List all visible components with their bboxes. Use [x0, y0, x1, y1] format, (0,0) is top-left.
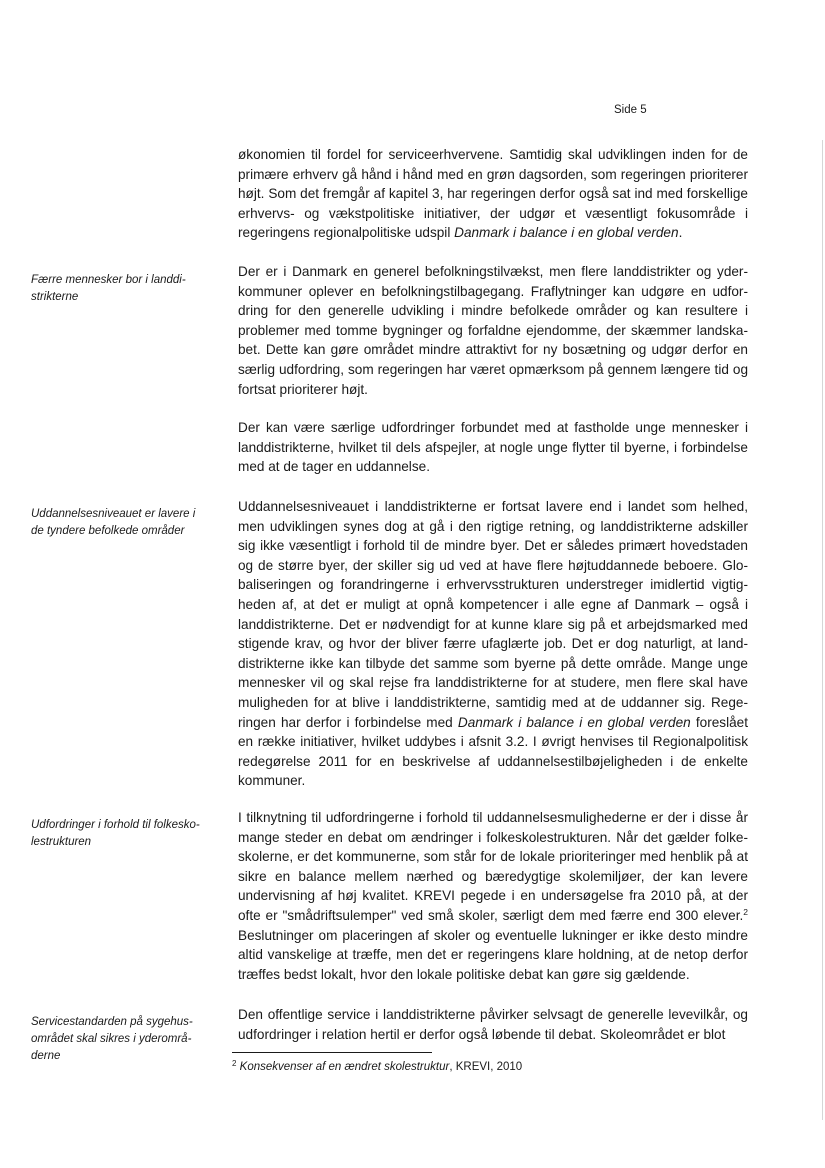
paragraph-public-service-text: Den offentlige service i landdistrikterne påvirker selvsagt de generelle levevilkår, og udfordringer i relation hertil er derfor også løbende til debat. Skoleområdet er blot — [238, 1007, 748, 1042]
publication-title: Danmark i balance i en global verden — [457, 714, 691, 730]
footnote — [232, 1061, 522, 1073]
paragraph-end: . — [678, 225, 683, 241]
paragraph-youth — [238, 418, 748, 477]
paragraph-public-service — [238, 1005, 748, 1044]
scan-edge — [822, 140, 823, 1120]
paragraph-school-structure — [238, 808, 748, 984]
paragraph-school-end: Beslutninger om placeringen af skoler og eventuelle lukninger er ikke desto mindre altid vanskelige at træffe, men det er regeringens klare holdning, at de netop derfor træffes bedst lokalt, hvor den lokale politiske debat kan gøre sig gældende. — [238, 927, 748, 982]
paragraph-youth-text: Der kan være særlige udfordringer forbundet med at fastholde unge mennesker i landdistrikterne, hvilket til dels afspejler, at nogle unge flytter til byerne, i forbindelse med at de tager en uddannelse. — [238, 420, 748, 475]
footnote-divider — [232, 1052, 432, 1053]
paragraph-economy — [238, 145, 748, 243]
paragraph-economy-text: økonomien til fordel for serviceerhvervene. Samtidig skal udviklingen inden for de primære erhverv gå hånd i hånd med en grøn dagsorden, som regeringen prioriterer højt. Som det fremgår af kapitel 3, har regeringen derfor også sat ind med forskellige erhvervs- og vækstpolitiske initiativer, der udgør et væsentligt fokusområde i regeringens regionalpolitiske udspil — [238, 147, 748, 241]
footnote-title: Konsekvenser af en ændret skolestruktur — [239, 1061, 450, 1073]
footnote-number: 2 — [232, 1059, 237, 1068]
paragraph-education — [238, 497, 748, 791]
margin-note-school-structure: Udfordringer i forhold til folkesko- lestrukturen — [31, 819, 200, 848]
paragraph-population — [238, 262, 748, 399]
paragraph-school-text: I tilknytning til udfordringerne i forhold til uddannelsesmulighederne er der i disse år mange steder en debat om ændringer i folkeskolestrukturen. Når det gælder folkeskolerne, er det kommunerne, som står for de lokale prioriteringer med henblik på at sikre en balance mellem nærhed og bæredygtige skolemiljøer, der kan levere undervisning af høj kvalitet. KREVI pegede i en undersøgelse fra 2010 på, at der ofte er "smådriftsulemper" ved små skoler, særligt dem med færre end 300 elever. — [238, 810, 748, 923]
paragraph-education-end: foreslået en række initiativer, hvilket uddybes i afsnit 3.2. I øvrigt henvises til Regionalpolitisk redegørelse 2011 for en beskrivelse af uddannelsestilbøjeligheden i de enkelte kommuner. — [238, 714, 749, 789]
paragraph-population-text: Der er i Danmark en generel befolkningstilvækst, men flere landdistrikter og yderkommuner oplever en befolkningstilbagegang. Fraflytninger kan udgøre en udfordring for den generelle udvikling i mindre befolkede områder og kan resultere i problemer med tomme bygninger og forfaldne ejendomme, der skæmmer landskabet. Dette kan gøre området mindre attraktivt for ny bosætning og udgør derfor en særlig udfordring, som regeringen har været opmærksom på gennem længere tid og fortsat prioriterer højt. — [238, 264, 748, 397]
margin-note-depopulation: Færre mennesker bor i landdi- strikterne — [31, 274, 186, 303]
paragraph-education-text: Uddannelsesniveauet i landdistrikterne er fortsat lavere end i landet som helhed, men udviklingen synes dog at gå i den rigtige retning, og landdistrikterne adskiller sig ikke væsentligt i forhold til de mindre byer. Det er således primært hovedstaden og de større byer, der skiller sig ud ved at have flere højtuddannede beboere. Globaliseringen og forandringerne i erhvervsstrukturen understreger imidlertid vigtigheden af, at det er muligt at opnå kompetencer i alle egne af Danmark – også i landdistrikterne. Det er nødvendigt for at kunne klare sig på et arbejdsmarked med stigende krav, og hvor der bliver færre ufaglærte job. Det er dog naturligt, at landdistrikterne ikke kan tilbyde det samme som byerne på dette område. Mange unge mennesker vil og skal rejse fra landdistrikterne for at studere, men flere skal have muligheden for at blive i landdistrikterne, samtidig med at de uddanner sig. Regeringen har derfor i forbindelse med — [238, 499, 748, 730]
margin-note-hospital-services: Servicestandarden på sygehus- området skal sikres i yderområ- derne — [31, 1016, 193, 1062]
footnote-source: , KREVI, 2010 — [449, 1061, 523, 1073]
footnote-reference: 2 — [743, 906, 748, 917]
margin-note-education: Uddannelsesniveauet er lavere i de tyndere befolkede områder — [31, 508, 196, 537]
page-number: Side 5 — [614, 104, 647, 116]
publication-title: Danmark i balance i en global verden — [454, 225, 679, 241]
